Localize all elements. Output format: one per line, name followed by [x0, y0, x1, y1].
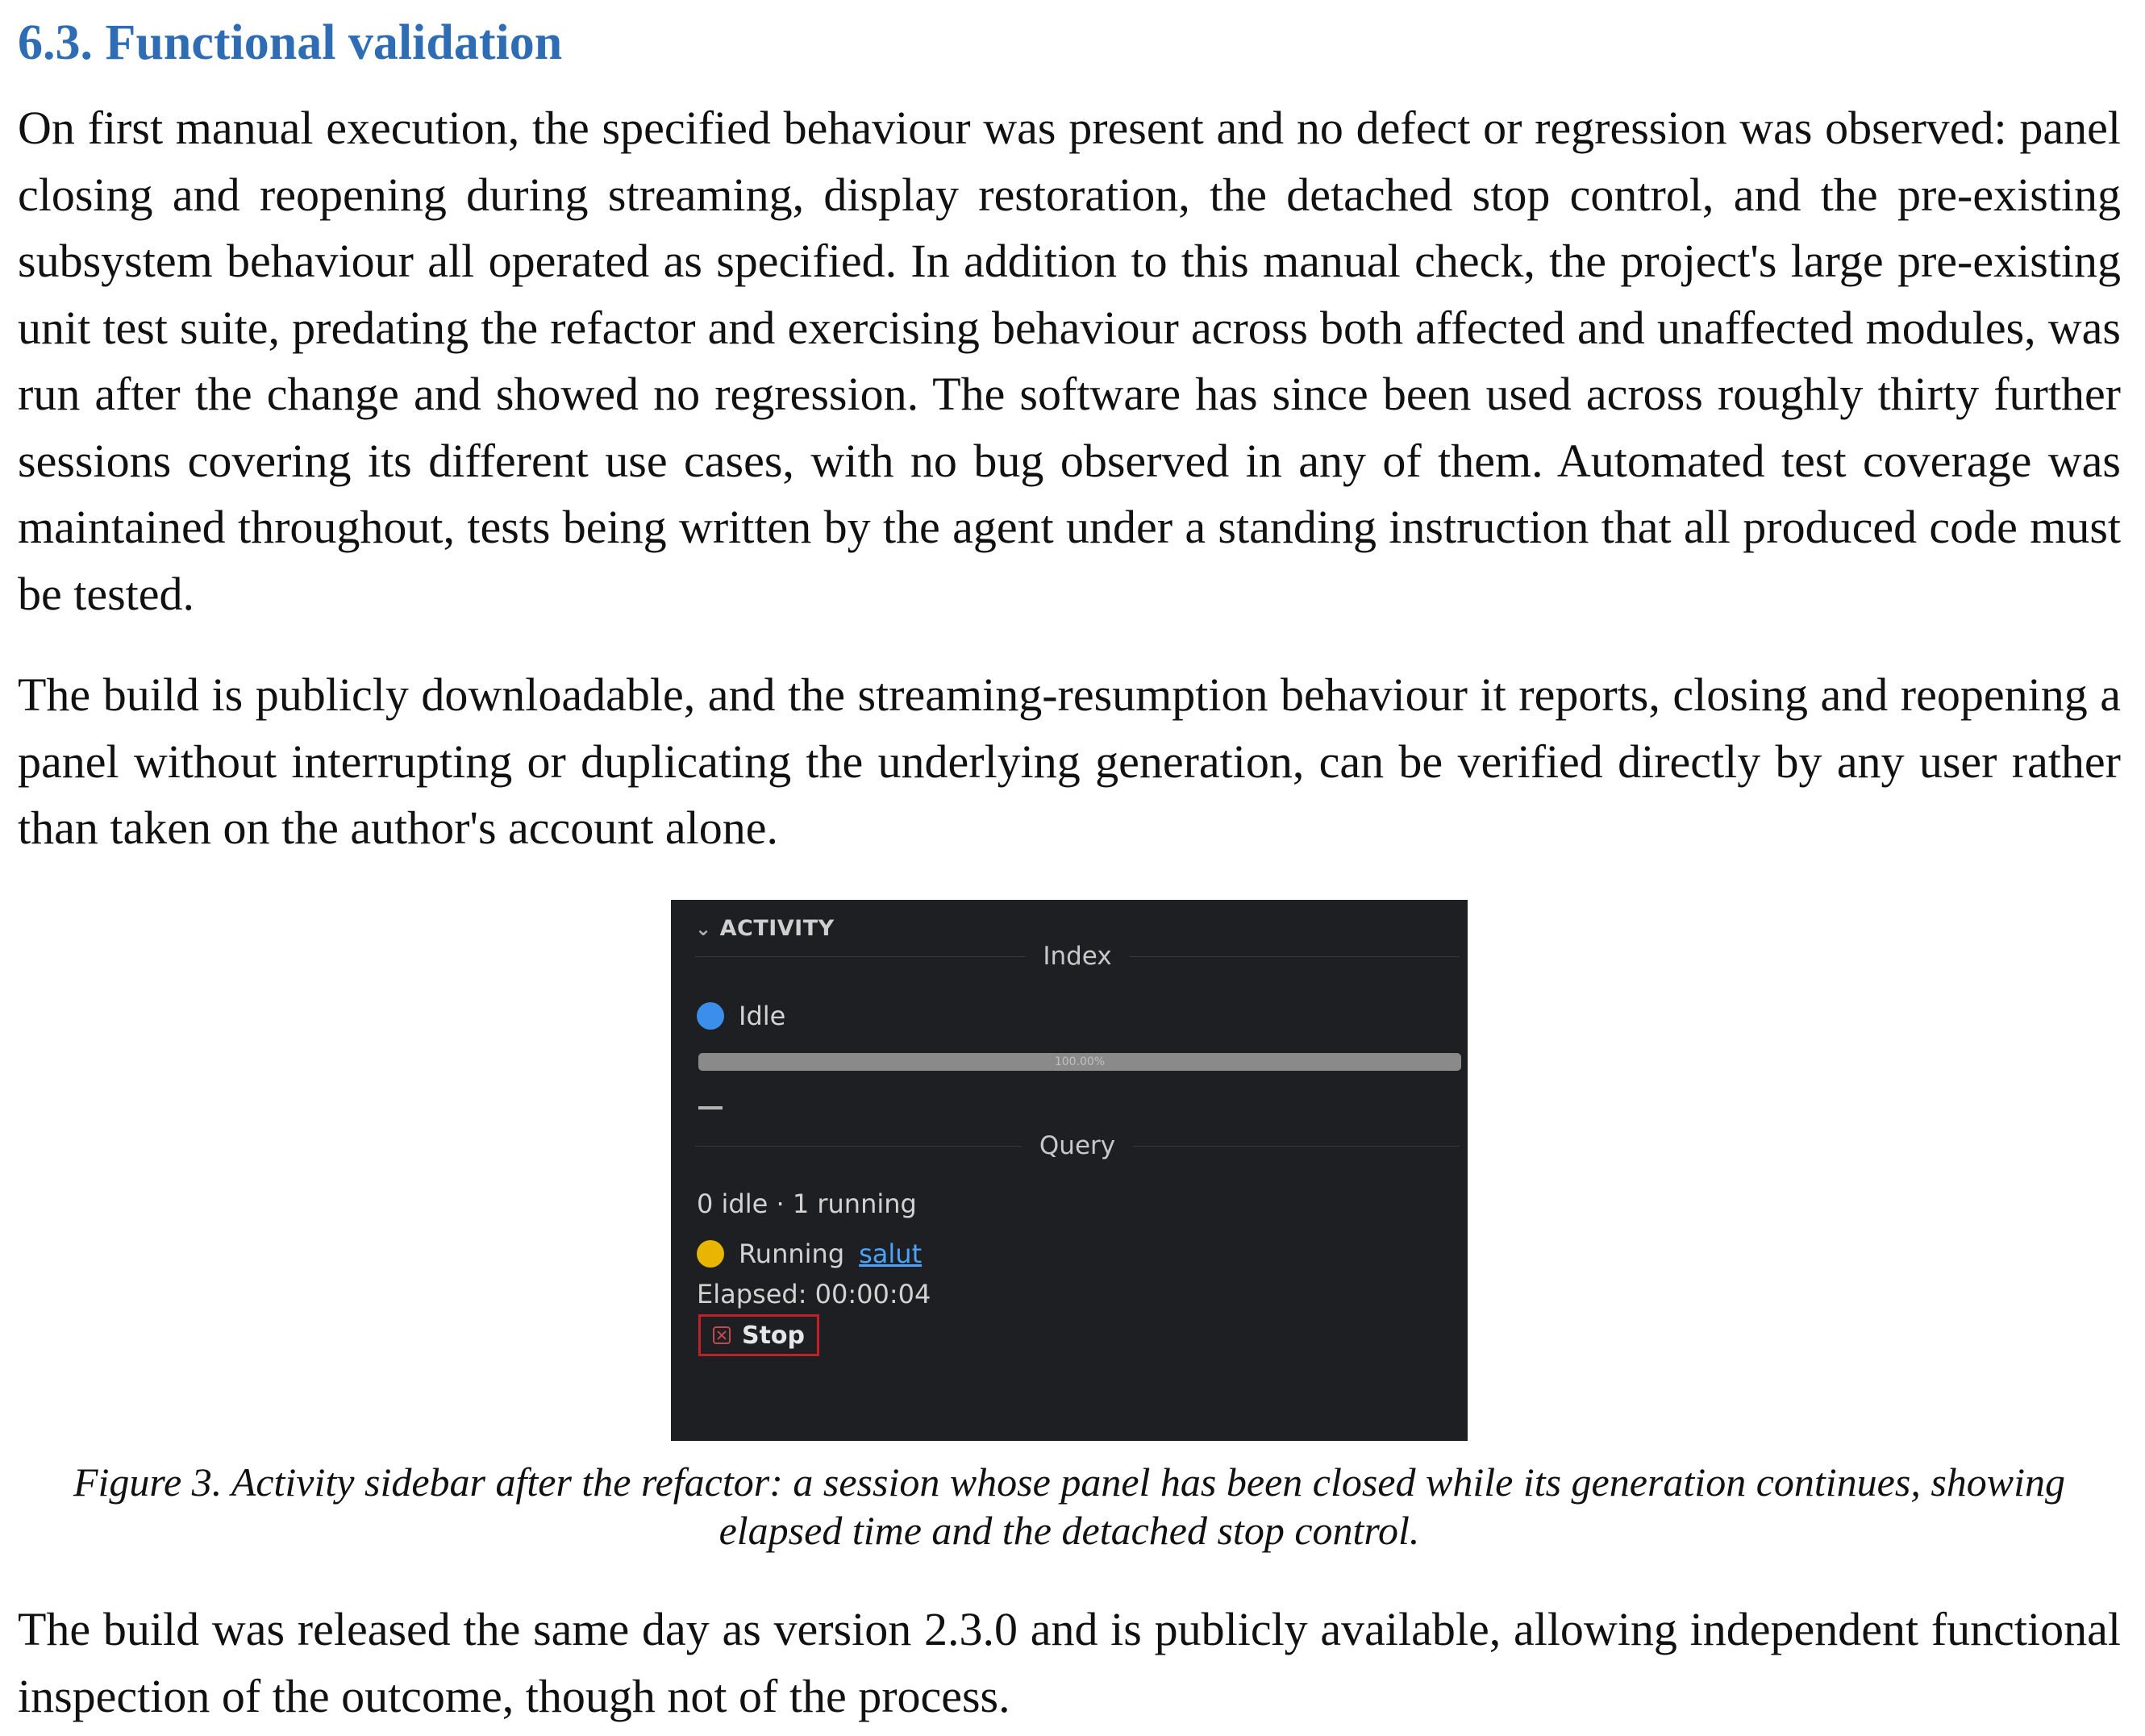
- chevron-down-icon: ⌄: [695, 918, 712, 940]
- index-progress-bar: [698, 1053, 1461, 1071]
- index-separator: [695, 942, 1460, 971]
- divider: [1133, 1146, 1460, 1147]
- activity-header[interactable]: [695, 916, 835, 941]
- paragraph-3: The build was released the same day as version 2.3.0 and is publicly available, allowing independent functional inspection of the outcome, though not of the process.: [18, 1603, 2121, 1722]
- query-separator: [695, 1131, 1460, 1160]
- session-counts: 0 idle · 1 running: [697, 1189, 917, 1219]
- idle-status-label: Idle: [739, 1001, 786, 1031]
- paragraph-1: On first manual execution, the specified behaviour was present and no defect or regression was observed: panel closing and reopening during streaming, display restoration, the detached stop control, and the pre-existing subsystem behaviour all operated as specified. In addition to this manual check, the project's large pre-existing unit test suite, predating the refactor and exercising behaviour across both affected and unaffected modules, was run after the change and showed no regression. The software has since been used across roughly thirty further sessions covering its different use cases, with no bug observed in any of them. Automated test coverage was maintained throughout, tests being written by the agent under a standing instruction that all produced code must be tested.: [18, 102, 2121, 620]
- dash-separator: [698, 1106, 723, 1109]
- section-title: 6.3. Functional validation: [18, 15, 563, 70]
- running-status-label: Running: [739, 1239, 845, 1269]
- stop-button-label: Stop: [741, 1321, 806, 1350]
- divider: [695, 1146, 1022, 1147]
- index-label: Index: [1043, 942, 1112, 971]
- running-status-dot-icon: [697, 1240, 724, 1268]
- session-link[interactable]: salut: [859, 1239, 923, 1269]
- idle-status-dot-icon: [697, 1002, 724, 1030]
- activity-header-label: ACTIVITY: [719, 916, 835, 941]
- divider: [695, 956, 1025, 957]
- activity-sidebar-screenshot: [671, 900, 1468, 1441]
- running-status-row: [697, 1239, 922, 1269]
- paragraph-2: The build is publicly downloadable, and the streaming-resumption behaviour it reports, closing and reopening a panel without interrupting or duplicating the underlying generation, can be verified directly by any user rather than taken on the author's account alone.: [18, 668, 2121, 854]
- query-label: Query: [1039, 1131, 1116, 1160]
- progress-label: 100.00%: [1054, 1055, 1106, 1068]
- figure-caption: Figure 3. Activity sidebar after the refactor: a session whose panel has been closed while its generation continues, showing elapsed time and the detached stop control.: [73, 1459, 2066, 1553]
- elapsed-time: Elapsed: 00:00:04: [697, 1279, 931, 1309]
- stop-icon: [713, 1326, 731, 1344]
- stop-button[interactable]: [698, 1314, 819, 1356]
- divider: [1130, 956, 1460, 957]
- idle-status-row: [697, 1001, 785, 1031]
